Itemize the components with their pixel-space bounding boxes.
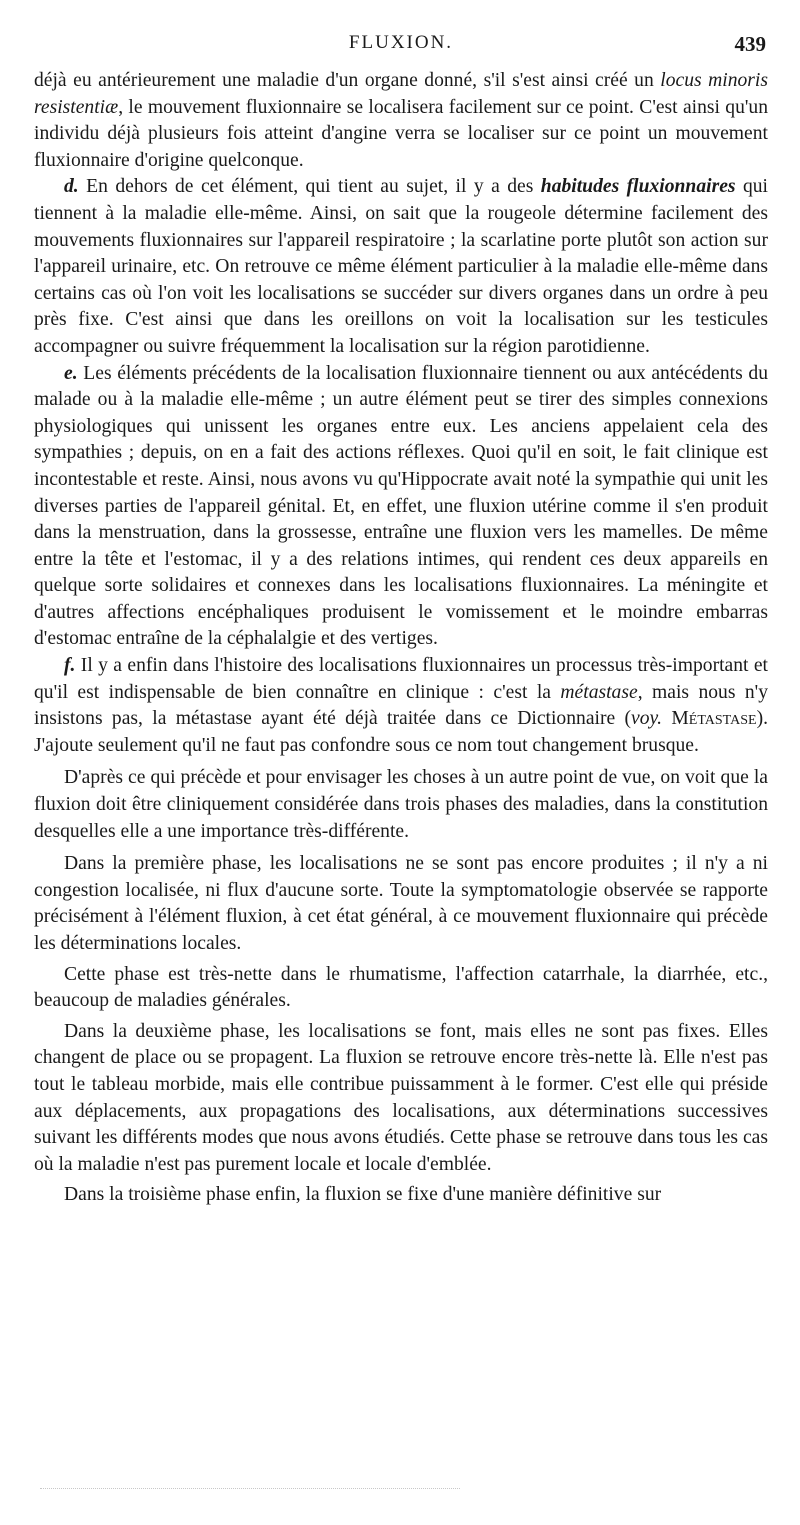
paragraph: Dans la première phase, les localisations ne se sont pas encore produites ; il n'y a ni congestion localisée, ni flux d'aucune sorte. Toute la symptomatologie observée se rapporte précisément à l'élément fluxion, à cet état général, à ce mouvement fluxionnaire qui précède les déterminations locales. bbox=[34, 853, 768, 954]
text-run: qui tiennent à la maladie elle-même. Ainsi, on sait que la rougeole détermine facilement des mouvements fluxionnaires sur l'appareil respiratoire ; la scarlatine porte plutôt son action sur l'appareil urinaire, etc. On retrouve ce même élément particulier à la maladie elle-même dans certains cas où l'on voit les localisations se succéder sur divers organes dans un ordre à peu près fixe. C'est ainsi que dans les oreillons on voit la localisation sur les testicules accompagner ou suivre fréquemment la localisation sur la région parotidienne. bbox=[34, 176, 768, 357]
paragraph-f bbox=[34, 653, 768, 759]
paragraph: Cette phase est très-nette dans le rhumatisme, l'affection catarrhale, la diarrhée, etc., beaucoup de maladies générales. bbox=[34, 963, 768, 1012]
text-run: , le mouvement fluxionnaire se localisera facilement sur ce point. C'est ainsi qu'un individu déjà plusieurs fois atteint d'angine verra se localiser sur ce point un mouvement fluxionnaire d'origine quelconque. bbox=[34, 96, 768, 171]
list-letter: f. bbox=[64, 655, 76, 677]
list-letter: e. bbox=[64, 362, 78, 384]
page-number: 439 bbox=[734, 32, 766, 56]
list-letter: d. bbox=[64, 176, 79, 198]
paragraph: Dans la deuxième phase, les localisations se font, mais elles ne sont pas fixes. Elles changent de place ou se propagent. La fluxion se retrouve encore très-nette là. Elle n'est pas tout le tableau morbide, mais elle contribue puissamment à le former. C'est elle qui préside aux déplacements, aux propagations des localisations, aux déterminations successives suivant les différents modes que nous avons étudiés. Cette phase se retrouve dans tous les cas où la maladie n'est pas purement locale et locale d'emblée. bbox=[34, 1020, 768, 1175]
paragraph: D'après ce qui précède et pour envisager les choses à un autre point de vue, on voit que la fluxion doit être cliniquement considérée dans trois phases des maladies, dans la constitution desquelles elle a une importance très-différente. bbox=[34, 767, 768, 842]
text-run: Les éléments précédents de la localisation fluxionnaire tiennent ou aux antécédents du malade ou à la maladie elle-même ; un autre élément peut se tirer des simples connexions physiologiques qui unissent les organes entre eux. Les anciens appelaient cela des sympathies ; depuis, on en a fait des actions réflexes. Quoi qu'il en soit, le fait clinique est incontestable et reste. Ainsi, nous avons vu qu'Hippocrate avait noté la sympathie qui unit les diverses parties de l'appareil génital. Et, en effet, une fluxion utérine comme il s'en produit dans la menstruation, dans la grossesse, entraîne une fluxion vers les mamelles. De même entre la tête et l'estomac, il y a des relations intimes, qui rendent ces deux appareils en quelque sorte solidaires et connexes dans les localisations fluxionnaires. La méningite et d'autres affections encéphaliques produisent le vomissement et le moindre embarras d'estomac entraîne de la céphalalgie et des vertiges. bbox=[34, 362, 768, 650]
body-text bbox=[34, 68, 768, 1209]
paragraph-d bbox=[34, 174, 768, 360]
bleed-through-line bbox=[40, 1488, 460, 1489]
paragraph: Dans la troisième phase enfin, la fluxion se fixe d'une manière définitive sur bbox=[64, 1184, 662, 1206]
running-header bbox=[34, 28, 768, 68]
text-run: déjà eu antérieurement une maladie d'un organe donné, s'il s'est ainsi créé un bbox=[34, 70, 661, 91]
running-title: FLUXION. bbox=[348, 32, 454, 53]
text-run: En dehors de cet élément, qui tient au sujet, il y a des bbox=[78, 176, 541, 198]
text-run: Il y a enfin dans l'histoire des localisations fluxionnaires un processus très-important et qu'il est indispensable de bien connaître en clinique : c'est la bbox=[34, 655, 768, 703]
text-run bbox=[662, 708, 671, 729]
cross-reference-entry: Métastase bbox=[671, 708, 757, 730]
emphasis-term: métastase bbox=[560, 681, 638, 703]
page bbox=[34, 28, 768, 1209]
cross-reference-abbrev: voy. bbox=[631, 708, 663, 730]
paragraph-e bbox=[34, 361, 768, 654]
paragraph-continuation bbox=[34, 68, 768, 174]
text-run: , mais nous n'y insistons pas, la métastase ayant été déjà traitée dans ce Dictionnaire ( bbox=[34, 681, 769, 730]
text-run: ). J'ajoute seulement qu'il ne faut pas confondre sous ce nom tout changement brusque. bbox=[34, 708, 768, 756]
latin-term: locus minoris resistentiæ bbox=[34, 70, 769, 118]
emphasis-term: habitudes fluxionnaires bbox=[540, 176, 736, 198]
